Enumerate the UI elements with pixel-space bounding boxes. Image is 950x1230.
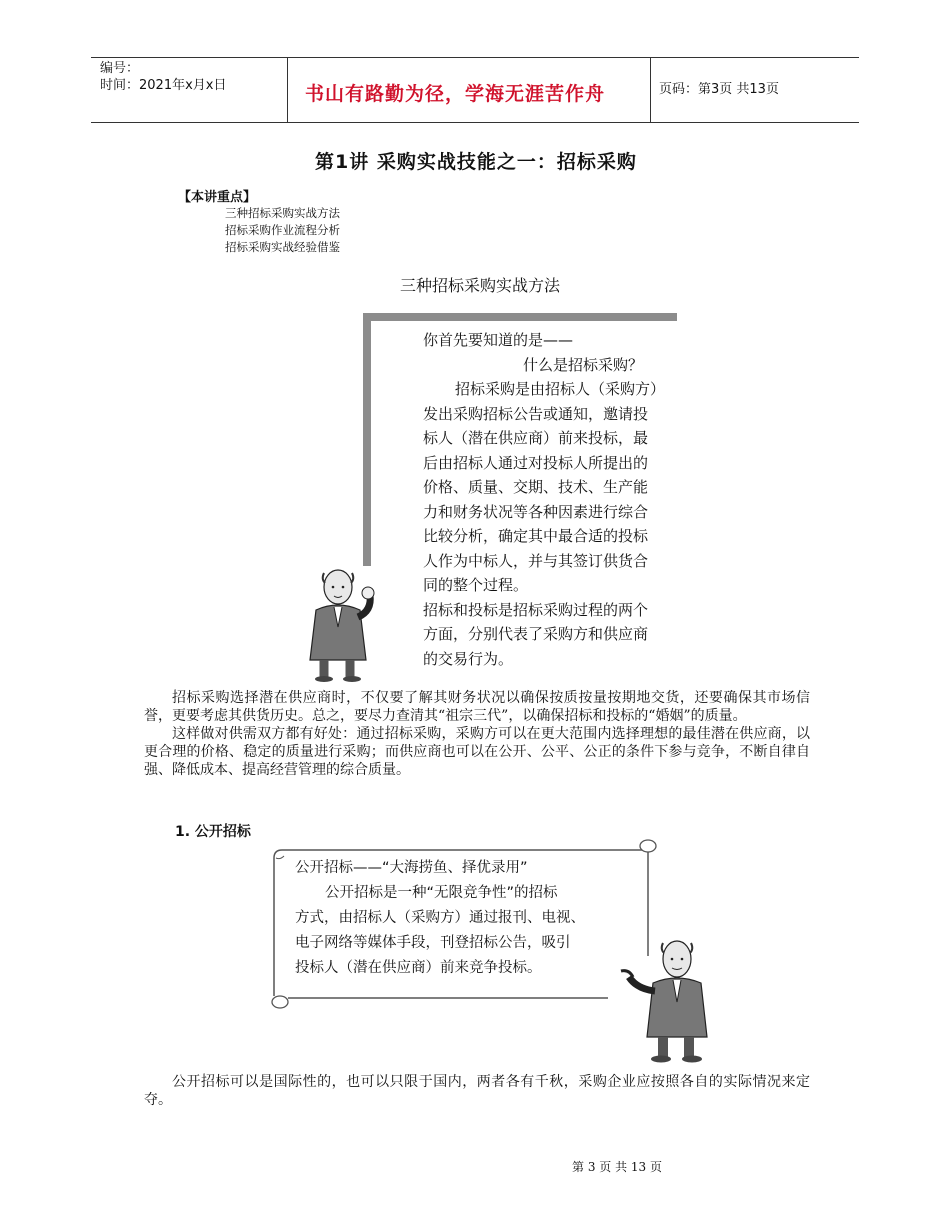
key-points-heading: 【本讲重点】	[178, 190, 257, 205]
paragraph-container	[144, 1073, 810, 1109]
key-point-item: 招标采购实战经验借鉴	[225, 240, 340, 254]
box-line: 价格、质量、交期、技术、生产能	[423, 478, 649, 496]
paragraph: 这样做对供需双方都有好处：通过招标采购，采购方可以在更大范围内选择理想的最佳潜在供应商，以更合理的价格、稳定的质量进行采购；而供应商也可以在公开、公平、公正的条件下参与竞争，不断自律自强、降低成本、提高经营管理的综合质量。	[144, 726, 810, 778]
header-divider	[287, 57, 288, 122]
key-point-item: 三种招标采购实战方法	[225, 206, 340, 220]
box-line: 人作为中标人，并与其签订供货合	[423, 551, 649, 570]
box-line: 招标采购是由招标人（采购方）	[455, 380, 666, 398]
subsection-heading: 1. 公开招标	[175, 824, 251, 840]
box-line: 标人（潜在供应商）前来投标，最	[423, 429, 649, 447]
scroll-box-text	[295, 856, 655, 981]
section-title: 三种招标采购实战方法	[400, 276, 561, 295]
lecture-title: 第1讲 采购实战技能之一：招标采购	[315, 151, 637, 173]
header-divider	[650, 57, 651, 122]
header-bottom-rule	[91, 122, 859, 123]
box-line: 公开招标——“大海捞鱼、择优录用”	[295, 860, 528, 876]
box-line: 公开招标是一种“无限竞争性”的招标	[325, 885, 558, 901]
box-line: 电子网络等媒体手段，刊登招标公告，吸引	[295, 935, 571, 951]
motto: 书山有路勤为径，学海无涯苦作舟	[305, 83, 606, 105]
box-line: 招标和投标是招标采购过程的两个	[423, 600, 649, 619]
box-line: 投标人（潜在供应商）前来竞争投标。	[295, 960, 542, 976]
box-top-bar	[363, 313, 677, 321]
box-line: 你首先要知道的是——	[423, 331, 574, 349]
definition-box-text	[423, 328, 683, 671]
presenting-man-illustration	[615, 935, 720, 1065]
page-label: 页码：第3页 共13页	[659, 82, 779, 97]
time-label: 时间：2021年x月x日	[100, 78, 227, 93]
box-line: 方式，由招标人（采购方）通过报刊、电视、	[295, 910, 585, 926]
box-line: 比较分析，确定其中最合适的投标	[423, 527, 649, 545]
box-line: 的交易行为。	[423, 649, 514, 668]
box-line: 什么是招标采购？	[523, 355, 644, 374]
key-point-item: 招标采购作业流程分析	[225, 223, 340, 237]
box-line: 同的整个过程。	[423, 576, 529, 594]
key-points-list	[225, 205, 340, 256]
paragraph: 招标采购选择潜在供应商时，不仅要了解其财务状况以确保按质按量按期地交货，还要确保其市场信誉，更要考虑其供货历史。总之，要尽力查清其“祖宗三代”，以确保招标和投标的“婚姻”的质量。	[144, 690, 810, 724]
body-paragraphs	[144, 689, 810, 779]
box-left-bar	[363, 313, 371, 566]
thinking-man-illustration	[300, 565, 390, 683]
box-line: 方面，分别代表了采购方和供应商	[423, 625, 649, 643]
box-line: 发出采购招标公告或通知，邀请投	[423, 404, 649, 423]
header-top-rule	[91, 57, 859, 58]
serial-label: 编号：	[100, 61, 140, 76]
box-line: 后由招标人通过对投标人所提出的	[423, 453, 649, 472]
page-footer: 第 3 页 共 13 页	[572, 1160, 662, 1174]
box-line: 力和财务状况等各种因素进行综合	[423, 502, 649, 521]
paragraph: 公开招标可以是国际性的，也可以只限于国内，两者各有千秋，采购企业应按照各自的实际情况来定夺。	[144, 1074, 810, 1108]
